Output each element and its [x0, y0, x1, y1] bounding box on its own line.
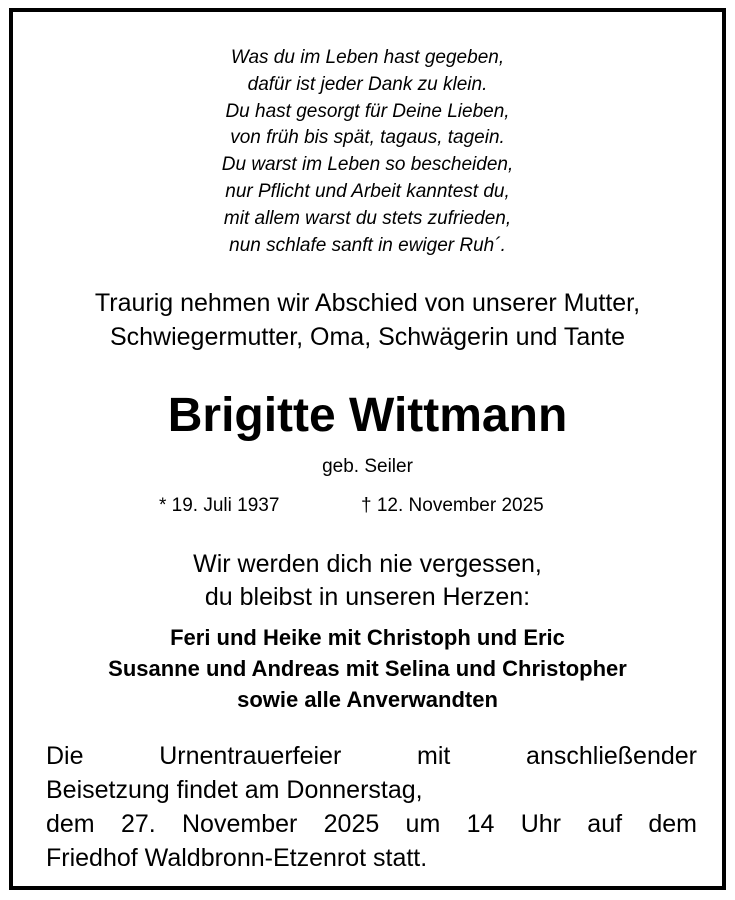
birth-date: * 19. Juli 1937	[159, 495, 280, 516]
poem-line: Was du im Leben hast gegeben,	[230, 47, 505, 68]
poem-line: mit allem warst du stets zufrieden,	[223, 207, 512, 229]
remembrance-text	[13, 548, 722, 614]
intro-line: Schwiegermutter, Oma, Schwägerin und Tante	[109, 323, 626, 351]
poem-line: nun schlafe sanft in ewiger Ruh´.	[229, 234, 506, 256]
ceremony-info-part2	[46, 807, 697, 875]
ceremony-line: dem 27. November 2025 um 14 Uhr auf dem	[46, 810, 697, 838]
poem-line: Du warst im Leben so bescheiden,	[221, 154, 514, 176]
poem-line: Du hast gesorgt für Deine Lieben,	[225, 100, 510, 122]
remembrance-line: Wir werden dich nie vergessen,	[193, 550, 542, 578]
ceremony-line: Die Urnentrauerfeier mit anschließender	[46, 742, 697, 770]
poem-line: nur Pflicht und Arbeit kanntest du,	[225, 180, 510, 202]
remembrance-line: du bleibst in unseren Herzen:	[204, 583, 531, 611]
ceremony-info-part1	[46, 739, 697, 807]
obituary-frame	[9, 8, 726, 890]
deceased-name: Brigitte Wittmann	[167, 389, 568, 442]
memorial-poem	[13, 45, 722, 259]
farewell-intro	[13, 286, 722, 354]
mourner-line: sowie alle Anverwandten	[237, 687, 498, 712]
maiden-name: geb. Seiler	[322, 456, 413, 477]
mourner-line: Feri und Heike mit Christoph und Eric	[170, 625, 565, 650]
poem-line: von früh bis spät, tagaus, tagein.	[230, 127, 505, 149]
poem-line: dafür ist jeder Dank zu klein.	[247, 73, 488, 95]
death-date: † 12. November 2025	[361, 495, 544, 516]
mourners-list	[13, 622, 722, 715]
mourner-line: Susanne und Andreas mit Selina und Christopher	[108, 656, 627, 681]
intro-line: Traurig nehmen wir Abschied von unserer Mutter,	[94, 289, 641, 317]
ceremony-line: Beisetzung findet am Donnerstag,	[46, 776, 423, 804]
ceremony-line: Friedhof Waldbronn-Etzenrot statt.	[46, 844, 428, 872]
